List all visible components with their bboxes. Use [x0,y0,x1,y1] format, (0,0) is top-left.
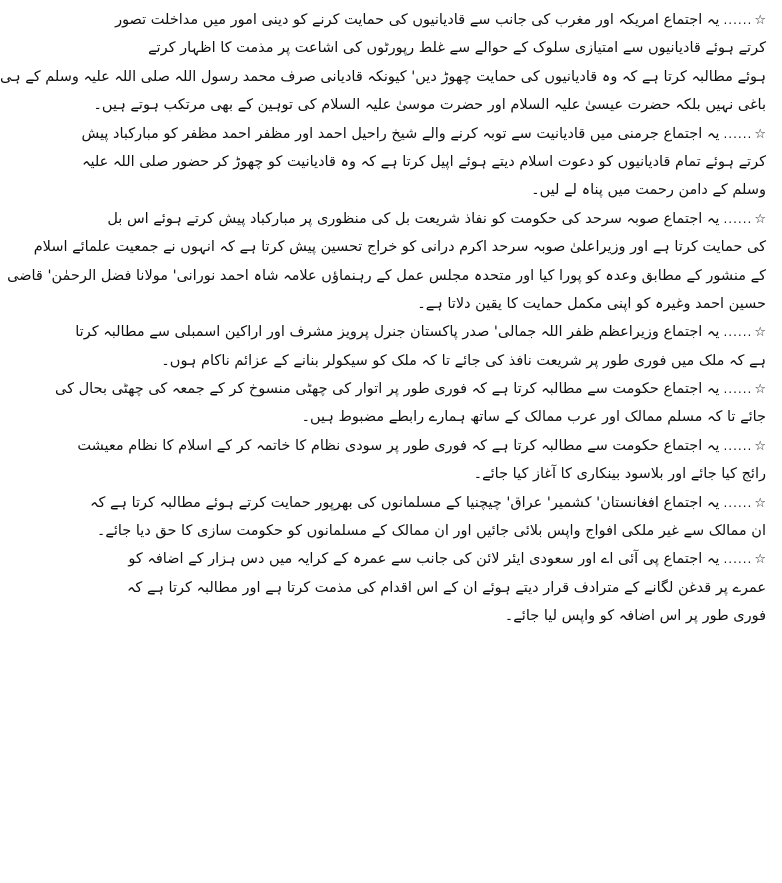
resolution-line [81,120,766,148]
leader-dots: ...... [723,382,753,397]
resolution-line [115,6,766,34]
resolution-line [55,375,766,403]
resolution-marker [723,318,766,347]
leader-dots: ...... [723,552,753,567]
resolution-line [75,318,766,346]
leader-dots: ...... [723,325,753,340]
resolution-line: کرتے ہوئے تمام قادیانیوں کو دعوت اسلام دیتے ہوئے اپیل کرتا ہے کہ وہ قادیانیت کو چھوڑ کر حضور صلی اللہ علیہ [81,153,766,170]
resolution-line: کے منشور کے مطابق وعدہ کو پورا کیا اور متحدہ مجلس عمل کے رہنماؤں علامہ شاہ احمد نورانی' مولانا فضل الرحمٰن' قاضی [7,267,766,284]
resolution-marker [723,432,766,461]
resolution-7 [89,489,766,546]
star-icon: ☆ [754,325,766,341]
resolution-line: ہے کہ ملک میں فوری طور پر شریعت نافذ کی جائے تا کہ ملک کو سیکولر بنانے کے عزائم ناکام ہوں۔ [161,352,766,369]
resolution-6 [77,432,766,489]
resolution-5 [55,375,766,432]
star-icon: ☆ [754,495,766,511]
resolution-line: فوری طور پر اس اضافہ کو واپس لیا جائے۔ [504,608,766,625]
resolution-line: رائج کیا جائے اور بلاسود بینکاری کا آغاز کیا جائے۔ [473,466,766,483]
resolution-marker [723,120,766,149]
resolution-line [89,489,766,517]
resolution-line: کرتے ہوئے قادیانیوں سے امتیازی سلوک کے حوالے سے غلط رپورٹوں کی اشاعت پر مذمت کا اظہار کرتے [148,40,766,57]
leader-dots: ...... [723,211,753,226]
leader-dots: ...... [723,438,753,453]
line-text: یہ اجتماع افغانستان' کشمیر' عراق' چیچنیا کے مسلمانوں کی بھرپور حمایت کرتے ہوئے مطالبہ کرتا ہے کہ [89,494,720,511]
leader-dots: ...... [723,495,753,510]
star-icon: ☆ [754,211,766,227]
resolution-line: ان ممالک سے غیر ملکی افواج واپس بلائی جائیں اور ان ممالک کے مسلمانوں کو حکومت سازی کا حق دیا جائے۔ [96,523,766,540]
resolution-marker [723,6,766,35]
resolution-line: وسلم کے دامن رحمت میں پناہ لے لیں۔ [531,182,766,199]
resolution-line: ہوئے مطالبہ کرتا ہے کہ وہ قادیانیوں کی حمایت چھوڑ دیں' کیونکہ قادیانی صرف محمد رسول اللہ صلی اللہ علیہ وسلم کے ہی [0,68,766,85]
resolution-line [107,205,766,233]
resolution-line [128,545,766,573]
leader-dots: ...... [723,13,753,27]
star-icon: ☆ [754,126,766,142]
resolution-marker [723,489,766,518]
resolution-line: حسین احمد وغیرہ کو اپنی مکمل حمایت کا یقین دلاتا ہے۔ [417,295,766,312]
resolution-line [77,432,766,460]
line-text: یہ اجتماع وزیراعظم ظفر اللہ جمالی' صدر پاکستان جنرل پرویز مشرف اور اراکین اسمبلی سے مطالبہ کرتا [75,324,720,341]
resolution-1 [0,6,766,120]
resolution-marker [723,375,766,404]
resolution-line: باغی نہیں بلکہ حضرت عیسیٰ علیہ السلام اور حضرت موسیٰ علیہ السلام کی توہین کے بھی مرتکب ہوتے ہیں۔ [93,97,766,114]
star-icon: ☆ [754,13,766,28]
resolution-marker [723,545,766,574]
star-icon: ☆ [754,382,766,398]
line-text: یہ اجتماع امریکہ اور مغرب کی جانب سے قادیانیوں کی حمایت کرنے کو دینی امور میں مداخلت تصور [115,12,720,28]
resolution-4 [75,318,766,375]
resolution-2 [81,120,766,205]
resolution-line: کی حمایت کرتا ہے اور وزیراعلیٰ صوبہ سرحد اکرم درانی کو خراج تحسین پیش کرتا ہے کہ انہوں نے جمعیت علمائے اسلام [33,239,766,256]
line-text: یہ اجتماع صوبہ سرحد کی حکومت کو نفاذ شریعت بل کی منظوری پر مبارکباد پیش کرتے ہوئے اس بل [107,210,720,227]
resolution-8 [126,545,766,630]
star-icon: ☆ [754,438,766,454]
resolution-3 [7,205,766,319]
resolution-line: جائے تا کہ مسلم ممالک اور عرب ممالک کے ساتھ ہمارے رابطے مضبوط ہیں۔ [301,409,766,426]
resolution-marker [723,205,766,234]
star-icon: ☆ [754,552,766,568]
resolution-line: عمرے پر قدغن لگانے کے مترادف قرار دیتے ہوئے ان کے اس اقدام کی مذمت کرتا ہے اور مطالبہ کرتا ہے کہ [126,579,766,596]
line-text: یہ اجتماع حکومت سے مطالبہ کرتا ہے کہ فوری طور پر سودی نظام کا خاتمہ کر کے اسلام کا نظام معیشت [77,437,720,454]
leader-dots: ...... [723,126,753,141]
line-text: یہ اجتماع حکومت سے مطالبہ کرتا ہے کہ فوری طور پر اتوار کی چھٹی منسوخ کر کے جمعہ کی چھٹی بحال کی [55,381,720,398]
line-text: یہ اجتماع پی آئی اے اور سعودی ایئر لائن کی جانب سے عمرہ کے کرایہ میں دس ہزار کے اضافہ کو [128,551,720,568]
line-text: یہ اجتماع جرمنی میں قادیانیت سے توبہ کرنے والے شیخ راحیل احمد اور مظفر احمد مظفر کو مبارکباد پیش [81,125,720,142]
